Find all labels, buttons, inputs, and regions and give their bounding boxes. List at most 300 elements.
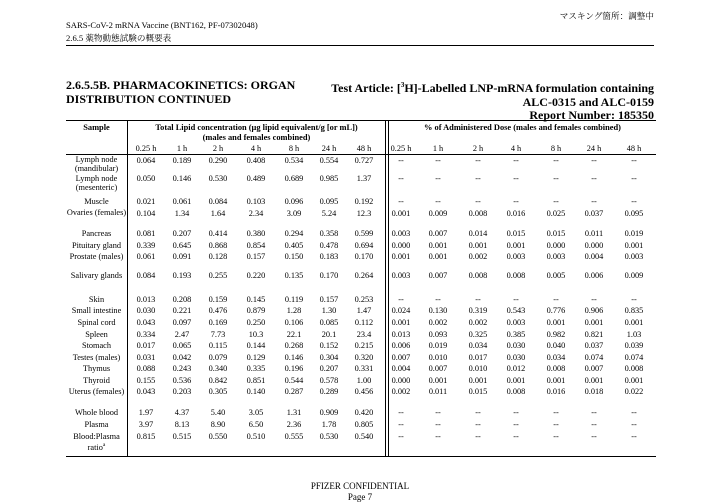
- percent-dose-cell: 0.001: [584, 318, 604, 327]
- concentration-cell: 20.1: [321, 330, 337, 339]
- concentration-cell: 0.065: [172, 341, 192, 350]
- row-sample-label: [66, 387, 127, 396]
- concentration-cell: 0.689: [284, 174, 304, 183]
- table-top-rule: [66, 120, 656, 121]
- row-sample-label: [66, 271, 127, 280]
- concentration-cell: 22.1: [286, 330, 302, 339]
- percent-dose-cell: 0.385: [506, 330, 526, 339]
- timepoint-header: 2 h: [472, 144, 484, 153]
- percent-dose-cell: --: [591, 432, 597, 441]
- row-sample-label: [66, 155, 127, 173]
- concentration-cell: 0.305: [208, 387, 228, 396]
- percent-dose-cell: 0.015: [468, 387, 488, 396]
- concentration-cell: 0.144: [246, 341, 266, 350]
- percent-dose-cell: --: [475, 197, 481, 206]
- percent-dose-cell: 0.002: [391, 387, 411, 396]
- concentration-cell: 2.36: [286, 420, 302, 429]
- concentration-cell: 0.196: [284, 364, 304, 373]
- percent-dose-cell: --: [631, 420, 637, 429]
- sample-name: Ovaries (females): [66, 208, 127, 217]
- concentration-cell: 0.112: [354, 318, 374, 327]
- percent-dose-cell: 0.013: [391, 330, 411, 339]
- percent-dose-cell: 0.024: [391, 306, 411, 315]
- percent-dose-cell: 0.010: [468, 364, 488, 373]
- percent-dose-cell: 0.022: [624, 387, 644, 396]
- header-rule: [66, 45, 654, 46]
- concentration-cell: 0.145: [246, 295, 266, 304]
- concentration-cell: 0.331: [354, 364, 374, 373]
- percent-dose-cell: --: [631, 156, 637, 165]
- percent-dose-cell: 0.001: [624, 376, 644, 385]
- concentration-cell: 1.30: [321, 306, 337, 315]
- percent-dose-cell: 0.000: [391, 376, 411, 385]
- concentration-cell: 0.358: [319, 229, 339, 238]
- row-sample-label: [66, 408, 127, 417]
- percent-dose-cell: 0.008: [506, 271, 526, 280]
- concentration-cell: 0.084: [136, 271, 156, 280]
- concentration-cell: 23.4: [356, 330, 372, 339]
- percent-dose-cell: 0.006: [584, 271, 604, 280]
- row-sample-label: [66, 432, 127, 452]
- sample-name: Thyroid: [83, 376, 110, 385]
- timepoint-header: 0.25 h: [135, 144, 157, 153]
- concentration-cell: 0.208: [172, 295, 192, 304]
- concentration-cell: 0.088: [136, 364, 156, 373]
- concentration-cell: 8.13: [174, 420, 190, 429]
- percent-dose-cell: 0.037: [584, 341, 604, 350]
- concentration-cell: 0.081: [136, 229, 156, 238]
- percent-dose-cell: 0.037: [584, 209, 604, 218]
- percent-dose-cell: 0.011: [428, 387, 448, 396]
- percent-dose-cell: --: [513, 408, 519, 417]
- section-title-line2: DISTRIBUTION CONTINUED: [66, 91, 232, 106]
- percent-dose-cell: 0.093: [428, 330, 448, 339]
- concentration-cell: 0.183: [319, 252, 339, 261]
- concentration-cell: 0.095: [319, 197, 339, 206]
- sample-name: Plasma: [84, 420, 109, 429]
- percent-dose-cell: --: [513, 432, 519, 441]
- percent-dose-cell: --: [553, 174, 559, 183]
- concentration-cell: 0.985: [319, 174, 339, 183]
- percent-dose-cell: 0.003: [391, 229, 411, 238]
- sample-name: Lymph node (mandibular): [74, 155, 119, 173]
- concentration-cell: 0.085: [319, 318, 339, 327]
- percent-dose-cell: --: [513, 197, 519, 206]
- percent-dose-cell: --: [435, 295, 441, 304]
- sample-name: Thymus: [82, 364, 111, 373]
- concentration-cell: 0.408: [246, 156, 266, 165]
- percent-dose-cell: --: [398, 295, 404, 304]
- concentration-cell: 0.061: [172, 197, 192, 206]
- concentration-cell: 12.3: [356, 209, 372, 218]
- percent-dose-cell: 0.001: [468, 241, 488, 250]
- percent-dose-cell: 0.004: [584, 252, 604, 261]
- concentration-cell: 5.24: [321, 209, 337, 218]
- row-sample-label: [66, 241, 127, 250]
- percent-dose-cell: 0.039: [624, 341, 644, 350]
- percent-dose-cell: 0.002: [468, 318, 488, 327]
- concentration-cell: 0.159: [208, 295, 228, 304]
- concentration-cell: 0.135: [284, 271, 304, 280]
- percent-dose-cell: 0.000: [584, 241, 604, 250]
- concentration-cell: 0.103: [246, 197, 266, 206]
- sample-name: Pituitary gland: [71, 241, 122, 250]
- report-number: Report Number: 185350: [529, 108, 654, 122]
- sample-name: Blood:Plasma ratio: [73, 432, 120, 452]
- percent-dose-cell: 0.008: [506, 387, 526, 396]
- percent-dose-cell: 0.001: [506, 376, 526, 385]
- sample-name: Salivary glands: [70, 271, 123, 280]
- percent-dose-cell: --: [435, 408, 441, 417]
- concentration-cell: 1.97: [138, 408, 154, 417]
- concentration-cell: 0.540: [354, 432, 374, 441]
- concentration-cell: 6.50: [248, 420, 264, 429]
- percent-dose-cell: --: [513, 174, 519, 183]
- percent-dose-cell: --: [631, 432, 637, 441]
- percent-dose-cell: 0.015: [506, 229, 526, 238]
- concentration-cell: 0.106: [284, 318, 304, 327]
- percent-dose-cell: --: [435, 197, 441, 206]
- concentration-cell: 0.096: [284, 197, 304, 206]
- concentration-cell: 2.47: [174, 330, 190, 339]
- percent-dose-cell: 0.001: [624, 241, 644, 250]
- concentration-cell: 0.335: [246, 364, 266, 373]
- percent-dose-cell: --: [591, 156, 597, 165]
- concentration-cell: 0.128: [208, 252, 228, 261]
- percent-dose-cell: 0.008: [468, 209, 488, 218]
- percent-dose-cell: 0.001: [391, 209, 411, 218]
- percent-dose-cell: --: [553, 420, 559, 429]
- percent-dose-cell: --: [513, 420, 519, 429]
- percent-dose-cell: --: [631, 174, 637, 183]
- percent-dose-cell: --: [398, 156, 404, 165]
- percent-dose-cell: 0.002: [428, 318, 448, 327]
- percent-dose-cell: 0.014: [468, 229, 488, 238]
- concentration-cell: 1.64: [210, 209, 226, 218]
- concentration-cell: 0.544: [284, 376, 304, 385]
- concentration-cell: 0.456: [354, 387, 374, 396]
- percent-dose-cell: 0.003: [506, 252, 526, 261]
- concentration-cell: 1.47: [356, 306, 372, 315]
- concentration-cell: 0.405: [284, 241, 304, 250]
- percent-dose-cell: 0.001: [546, 318, 566, 327]
- concentration-cell: 1.31: [286, 408, 302, 417]
- concentration-cell: 0.129: [246, 353, 266, 362]
- concentration-cell: 0.420: [354, 408, 374, 417]
- sample-name: Lymph node (mesenteric): [75, 174, 118, 192]
- concentration-cell: 0.050: [136, 174, 156, 183]
- sample-name: Testes (males): [72, 353, 121, 362]
- table-col-divider: [127, 120, 128, 456]
- percent-dose-cell: 0.074: [584, 353, 604, 362]
- row-sample-label: [66, 341, 127, 350]
- percent-dose-cell: 0.982: [546, 330, 566, 339]
- percent-dose-cell: 0.019: [428, 341, 448, 350]
- percent-dose-cell: 0.008: [624, 364, 644, 373]
- concentration-cell: 10.3: [248, 330, 264, 339]
- percent-dose-cell: 0.008: [546, 364, 566, 373]
- masking-note: マスキング箇所：調整中: [559, 11, 654, 21]
- percent-dose-cell: 0.009: [624, 271, 644, 280]
- percent-dose-cell: --: [553, 197, 559, 206]
- concentration-cell: 0.207: [319, 364, 339, 373]
- percent-dose-cell: 0.016: [546, 387, 566, 396]
- concentration-cell: 0.868: [208, 241, 228, 250]
- concentration-cell: 0.510: [246, 432, 266, 441]
- percent-dose-cell: 0.325: [468, 330, 488, 339]
- percent-dose-cell: 0.001: [624, 318, 644, 327]
- concentration-cell: 0.264: [354, 271, 374, 280]
- concentration-cell: 0.243: [172, 364, 192, 373]
- percent-dose-cell: --: [631, 408, 637, 417]
- section-title-line1: 2.6.5.5B. PHARMACOKINETICS: ORGAN: [66, 78, 296, 92]
- concentration-cell: 0.169: [208, 318, 228, 327]
- concentration-cell: 0.250: [246, 318, 266, 327]
- concentration-cell: 0.193: [172, 271, 192, 280]
- timepoint-header: 8 h: [288, 144, 300, 153]
- percent-dose-cell: --: [475, 432, 481, 441]
- concentration-cell: 0.140: [246, 387, 266, 396]
- concentration-cell: 0.536: [172, 376, 192, 385]
- concentration-cell: 0.119: [284, 295, 304, 304]
- percent-dose-cell: 0.018: [584, 387, 604, 396]
- percent-dose-cell: 0.000: [391, 241, 411, 250]
- timepoint-header: 48 h: [626, 144, 642, 153]
- row-sample-label: [66, 420, 127, 429]
- percent-dose-cell: --: [398, 174, 404, 183]
- percent-dose-cell: --: [631, 295, 637, 304]
- percent-dose-cell: 0.006: [391, 341, 411, 350]
- row-sample-label: [66, 364, 127, 373]
- percent-dose-cell: --: [553, 432, 559, 441]
- sample-name: Uterus (females): [68, 387, 125, 396]
- concentration-cell: 3.05: [248, 408, 264, 417]
- sample-name: Stomach: [81, 341, 112, 350]
- concentration-cell: 0.146: [284, 353, 304, 362]
- row-sample-label: [66, 174, 127, 192]
- concentration-cell: 0.091: [172, 252, 192, 261]
- concentration-cell: 1.28: [286, 306, 302, 315]
- sample-name: Skin: [88, 295, 105, 304]
- percent-dose-cell: 0.017: [468, 353, 488, 362]
- page-number: Page 7: [347, 492, 373, 502]
- concentration-cell: 5.40: [210, 408, 226, 417]
- document-section: 2.6.5 薬物動態試験の概要表: [66, 33, 172, 43]
- percent-dose-cell: 0.007: [428, 271, 448, 280]
- concentration-cell: 1.37: [356, 174, 372, 183]
- timepoint-header: 24 h: [586, 144, 602, 153]
- timepoint-header: 8 h: [550, 144, 562, 153]
- percent-dose-cell: --: [398, 420, 404, 429]
- concentration-cell: 0.021: [136, 197, 156, 206]
- concentration-cell: 0.478: [319, 241, 339, 250]
- row-sample-label: [66, 229, 127, 238]
- percent-dose-cell: 0.001: [428, 252, 448, 261]
- percent-dose-cell: 0.776: [546, 306, 566, 315]
- percent-dose-cell: --: [553, 408, 559, 417]
- percent-dose-cell: --: [553, 156, 559, 165]
- row-sample-label: [66, 208, 127, 217]
- timepoint-header: 4 h: [250, 144, 262, 153]
- concentration-cell: 0.842: [208, 376, 228, 385]
- percent-dose-cell: --: [398, 197, 404, 206]
- concentration-cell: 0.599: [354, 229, 374, 238]
- concentration-cell: 0.203: [172, 387, 192, 396]
- percent-dose-cell: 0.074: [624, 353, 644, 362]
- sample-column-header: Sample: [83, 123, 110, 132]
- concentration-cell: 0.189: [172, 156, 192, 165]
- percent-dose-cell: 0.007: [584, 364, 604, 373]
- concentration-cell: 0.170: [319, 271, 339, 280]
- row-sample-label: [66, 376, 127, 385]
- percent-dose-cell: 0.095: [624, 209, 644, 218]
- percent-dose-cell: 0.319: [468, 306, 488, 315]
- percent-dose-cell: 0.007: [428, 364, 448, 373]
- percent-dose-cell: 0.007: [391, 353, 411, 362]
- concentration-cell: 0.215: [354, 341, 374, 350]
- percent-dose-cell: --: [591, 420, 597, 429]
- concentration-cell: 0.805: [354, 420, 374, 429]
- percent-dose-cell: 0.001: [584, 376, 604, 385]
- percent-dose-cell: 0.025: [546, 209, 566, 218]
- sample-name: Prostate (males): [69, 252, 124, 261]
- concentration-cell: 0.146: [172, 174, 192, 183]
- percent-dose-cell: 0.007: [428, 229, 448, 238]
- timepoint-header: 2 h: [212, 144, 224, 153]
- concentration-cell: 0.550: [208, 432, 228, 441]
- table-col-divider: [385, 120, 386, 456]
- concentration-cell: 0.170: [354, 252, 374, 261]
- row-sample-label: [66, 306, 127, 315]
- concentration-cell: 0.515: [172, 432, 192, 441]
- concentration-cell: 7.73: [210, 330, 226, 339]
- percent-dose-cell: --: [513, 156, 519, 165]
- percent-dose-cell: 1.03: [626, 330, 642, 339]
- concentration-cell: 0.221: [172, 306, 192, 315]
- concentration-cell: 0.157: [319, 295, 339, 304]
- percent-dose-cell: 0.001: [391, 252, 411, 261]
- row-sample-label: [66, 295, 127, 304]
- concentration-cell: 0.815: [136, 432, 156, 441]
- percent-dose-cell: --: [398, 432, 404, 441]
- concentration-cell: 0.207: [172, 229, 192, 238]
- test-article-line2: ALC-0315 and ALC-0159: [522, 94, 654, 109]
- concentration-cell: 0.489: [246, 174, 266, 183]
- concentration-header-line2: (males and females combined): [202, 133, 311, 142]
- percent-dose-cell: --: [591, 174, 597, 183]
- concentration-cell: 0.851: [246, 376, 266, 385]
- concentration-cell: 0.380: [246, 229, 266, 238]
- percent-dose-cell: 0.004: [391, 364, 411, 373]
- concentration-cell: 1.00: [356, 376, 372, 385]
- percent-dose-cell: 0.543: [506, 306, 526, 315]
- percent-dose-cell: 0.130: [428, 306, 448, 315]
- row-sample-label: [66, 252, 127, 261]
- row-sample-label: [66, 353, 127, 362]
- percent-dose-cell: --: [435, 432, 441, 441]
- concentration-cell: 0.534: [284, 156, 304, 165]
- percent-dose-cell: --: [435, 420, 441, 429]
- concentration-cell: 0.727: [354, 156, 374, 165]
- concentration-cell: 0.645: [172, 241, 192, 250]
- concentration-cell: 0.554: [319, 156, 339, 165]
- concentration-cell: 0.289: [319, 387, 339, 396]
- concentration-cell: 0.290: [208, 156, 228, 165]
- concentration-cell: 0.334: [136, 330, 156, 339]
- timepoint-header: 4 h: [510, 144, 522, 153]
- percent-dose-cell: 0.003: [624, 252, 644, 261]
- percent-dose-cell: --: [475, 156, 481, 165]
- percent-dose-cell: 0.015: [546, 229, 566, 238]
- concentration-cell: 0.017: [136, 341, 156, 350]
- percent-dose-cell: 0.003: [546, 252, 566, 261]
- percent-dose-cell: 0.034: [468, 341, 488, 350]
- percent-dose-cell: --: [435, 174, 441, 183]
- row-sample-label: [66, 318, 127, 327]
- percent-dose-cell: 0.001: [546, 376, 566, 385]
- percent-dose-cell: 0.003: [506, 318, 526, 327]
- percent-dose-cell: 0.001: [506, 241, 526, 250]
- sample-name: Spinal cord: [77, 318, 116, 327]
- concentration-cell: 0.150: [284, 252, 304, 261]
- concentration-cell: 4.37: [174, 408, 190, 417]
- concentration-cell: 0.530: [208, 174, 228, 183]
- concentration-cell: 0.555: [284, 432, 304, 441]
- percent-dose-cell: --: [591, 408, 597, 417]
- concentration-cell: 0.414: [208, 229, 228, 238]
- concentration-cell: 0.879: [246, 306, 266, 315]
- percent-dose-cell: 0.030: [506, 353, 526, 362]
- percent-dose-cell: 0.012: [506, 364, 526, 373]
- table-bottom-rule: [66, 456, 656, 457]
- isotope-superscript: 3: [400, 81, 405, 89]
- concentration-cell: 0.097: [172, 318, 192, 327]
- section-title: [66, 79, 336, 106]
- concentration-cell: 0.304: [319, 353, 339, 362]
- concentration-cell: 0.320: [354, 353, 374, 362]
- percent-dose-cell: 0.008: [468, 271, 488, 280]
- concentration-cell: 0.294: [284, 229, 304, 238]
- concentration-cell: 0.061: [136, 252, 156, 261]
- timepoint-header: 1 h: [176, 144, 188, 153]
- sample-name: Spleen: [85, 330, 108, 339]
- percent-dose-cell: --: [475, 408, 481, 417]
- percent-dose-cell: --: [475, 420, 481, 429]
- concentration-cell: 1.78: [321, 420, 337, 429]
- sample-name: Small intestine: [71, 306, 122, 315]
- test-article-line1: Test Article: [$^3$H]-Labelled LNP-mRNA formulation containing: [331, 81, 654, 95]
- percent-dose-cell: --: [591, 295, 597, 304]
- test-article-block: [324, 79, 654, 123]
- confidential-label: PFIZER CONFIDENTIAL: [310, 481, 410, 491]
- concentration-cell: 0.155: [136, 376, 156, 385]
- percent-dose-cell: 0.040: [546, 341, 566, 350]
- concentration-cell: 0.042: [172, 353, 192, 362]
- concentration-cell: 0.578: [319, 376, 339, 385]
- percent-dose-cell: 0.821: [584, 330, 604, 339]
- percent-dose-cell: 0.835: [624, 306, 644, 315]
- percent-dose-cell: 0.010: [428, 353, 448, 362]
- percent-dose-cell: 0.019: [624, 229, 644, 238]
- row-sample-label: [66, 197, 127, 206]
- percent-dose-cell: --: [475, 174, 481, 183]
- concentration-cell: 0.013: [136, 295, 156, 304]
- percent-dose-cell: 0.005: [546, 271, 566, 280]
- concentration-cell: 0.339: [136, 241, 156, 250]
- percent-dose-cell: 0.030: [506, 341, 526, 350]
- row-sample-label: [66, 330, 127, 339]
- concentration-cell: 0.220: [246, 271, 266, 280]
